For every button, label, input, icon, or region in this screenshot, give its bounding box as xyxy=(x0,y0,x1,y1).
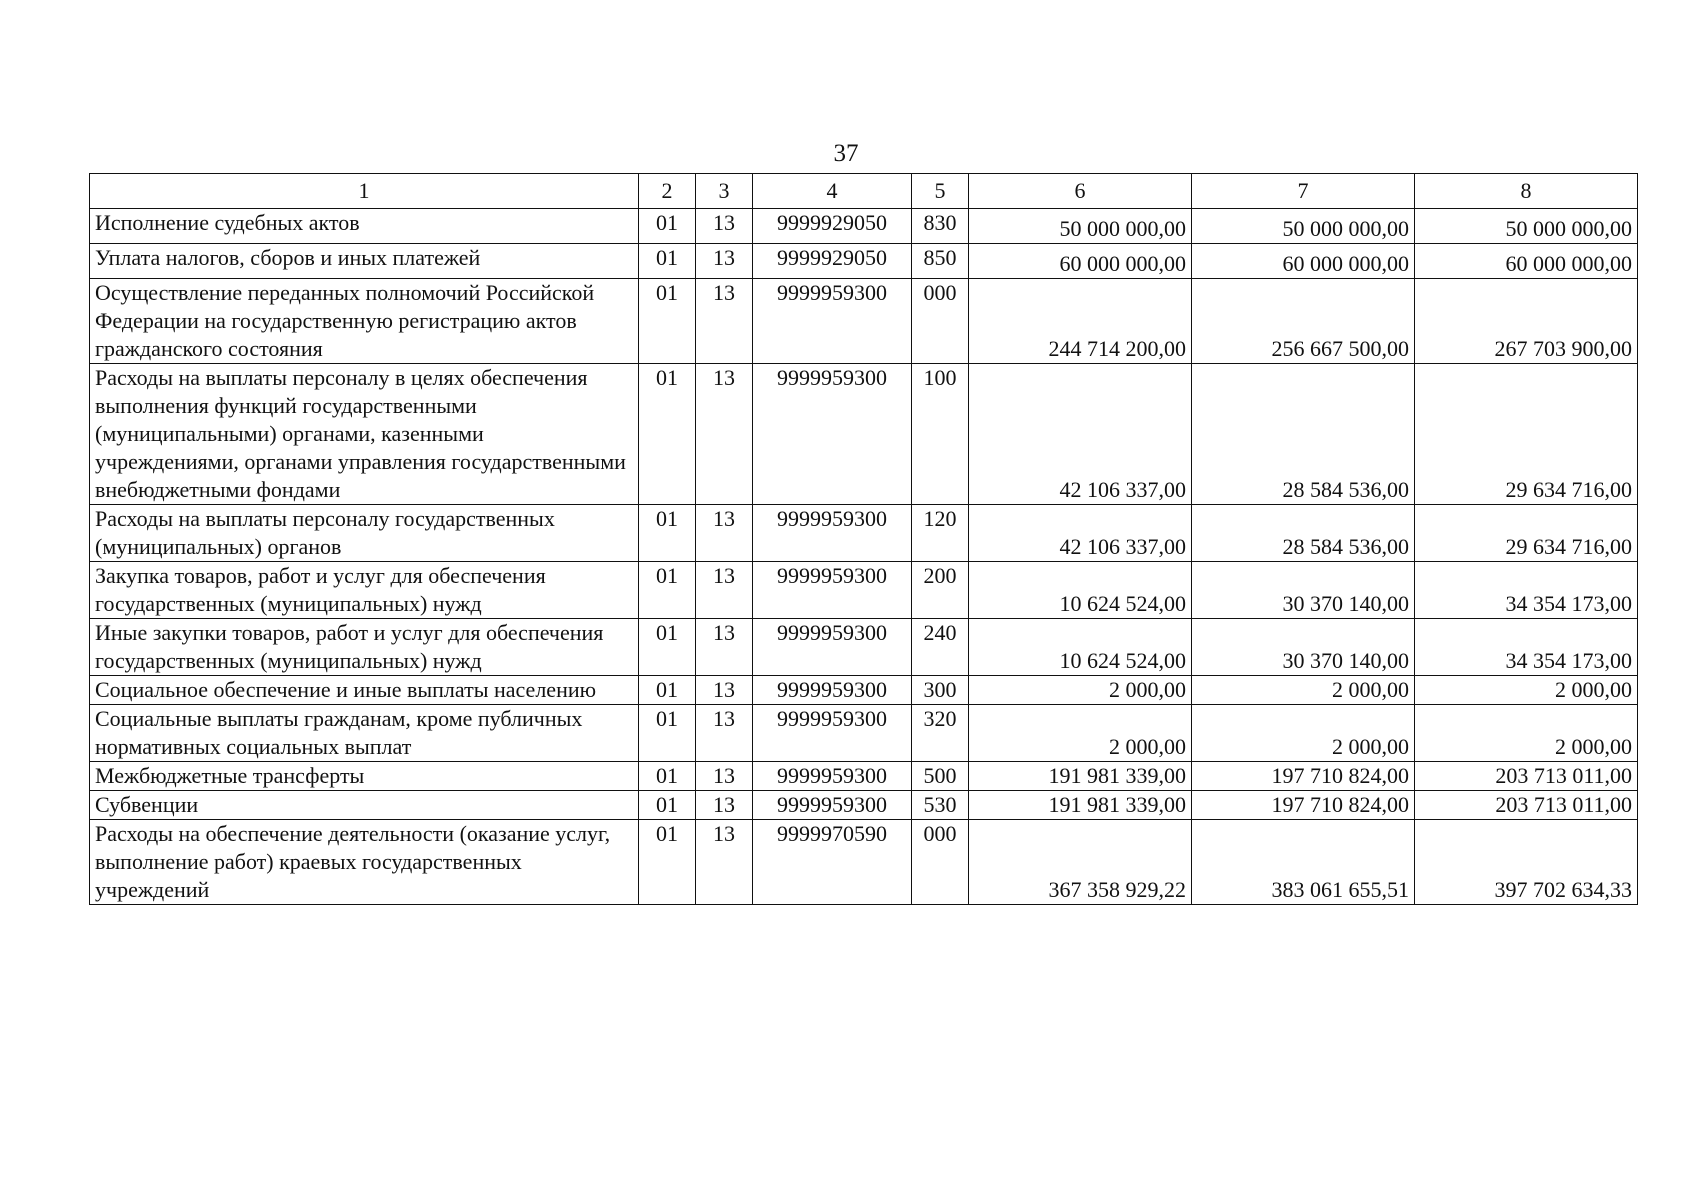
section-code-cell: 01 xyxy=(639,676,696,705)
amount-col6-cell: 10 624 524,00 xyxy=(969,562,1192,619)
amount-col7-cell: 28 584 536,00 xyxy=(1192,364,1415,505)
target-article-cell: 9999959300 xyxy=(753,791,912,820)
amount-col7-cell: 30 370 140,00 xyxy=(1192,562,1415,619)
section-code-cell: 01 xyxy=(639,791,696,820)
subsection-code-cell: 13 xyxy=(696,619,753,676)
amount-col6-cell: 42 106 337,00 xyxy=(969,364,1192,505)
section-code-cell: 01 xyxy=(639,619,696,676)
amount-col8-cell: 34 354 173,00 xyxy=(1415,562,1638,619)
table-row xyxy=(90,762,1638,791)
amount-col6-cell: 367 358 929,22 xyxy=(969,820,1192,905)
amount-col7-cell: 28 584 536,00 xyxy=(1192,505,1415,562)
target-article-cell: 9999970590 xyxy=(753,820,912,905)
amount-col8-cell: 50 000 000,00 xyxy=(1415,209,1638,244)
amount-col6-cell: 60 000 000,00 xyxy=(969,244,1192,279)
amount-col7-cell: 2 000,00 xyxy=(1192,676,1415,705)
row-name-cell: Расходы на выплаты персоналу государственных (муниципальных) органов xyxy=(90,505,639,562)
row-name-cell: Расходы на обеспечение деятельности (оказание услуг, выполнение работ) краевых государственных учреждений xyxy=(90,820,639,905)
amount-col7-cell: 30 370 140,00 xyxy=(1192,619,1415,676)
target-article-cell: 9999929050 xyxy=(753,209,912,244)
subsection-code-cell: 13 xyxy=(696,676,753,705)
amount-col8-cell: 29 634 716,00 xyxy=(1415,505,1638,562)
amount-col8-cell: 397 702 634,33 xyxy=(1415,820,1638,905)
amount-col8-cell: 203 713 011,00 xyxy=(1415,791,1638,820)
table-row xyxy=(90,676,1638,705)
amount-col6-cell: 50 000 000,00 xyxy=(969,209,1192,244)
subsection-code-cell: 13 xyxy=(696,562,753,619)
budget-table xyxy=(89,173,1638,905)
subsection-code-cell: 13 xyxy=(696,791,753,820)
header-cell: 8 xyxy=(1415,174,1638,209)
table-row xyxy=(90,505,1638,562)
target-article-cell: 9999929050 xyxy=(753,244,912,279)
table-row xyxy=(90,364,1638,505)
amount-col7-cell: 383 061 655,51 xyxy=(1192,820,1415,905)
page-number: 37 xyxy=(833,140,859,167)
amount-col7-cell: 256 667 500,00 xyxy=(1192,279,1415,364)
row-name-cell: Расходы на выплаты персоналу в целях обеспечения выполнения функций государственными (муниципальными) органами, казенными учреждениями, органами управления государственными внебюджетными фондами xyxy=(90,364,639,505)
row-name-cell: Исполнение судебных актов xyxy=(90,209,639,244)
header-cell: 4 xyxy=(753,174,912,209)
amount-col7-cell: 2 000,00 xyxy=(1192,705,1415,762)
expense-type-cell: 830 xyxy=(912,209,969,244)
amount-col8-cell: 60 000 000,00 xyxy=(1415,244,1638,279)
section-code-cell: 01 xyxy=(639,364,696,505)
amount-col7-cell: 60 000 000,00 xyxy=(1192,244,1415,279)
amount-col7-cell: 50 000 000,00 xyxy=(1192,209,1415,244)
amount-col7-cell: 197 710 824,00 xyxy=(1192,791,1415,820)
target-article-cell: 9999959300 xyxy=(753,676,912,705)
header-row xyxy=(90,174,1638,209)
subsection-code-cell: 13 xyxy=(696,364,753,505)
subsection-code-cell: 13 xyxy=(696,209,753,244)
amount-col8-cell: 34 354 173,00 xyxy=(1415,619,1638,676)
row-name-cell: Закупка товаров, работ и услуг для обеспечения государственных (муниципальных) нужд xyxy=(90,562,639,619)
section-code-cell: 01 xyxy=(639,762,696,791)
target-article-cell: 9999959300 xyxy=(753,619,912,676)
amount-col6-cell: 2 000,00 xyxy=(969,705,1192,762)
expense-type-cell: 120 xyxy=(912,505,969,562)
amount-col6-cell: 10 624 524,00 xyxy=(969,619,1192,676)
table-row xyxy=(90,244,1638,279)
target-article-cell: 9999959300 xyxy=(753,562,912,619)
section-code-cell: 01 xyxy=(639,279,696,364)
target-article-cell: 9999959300 xyxy=(753,505,912,562)
expense-type-cell: 240 xyxy=(912,619,969,676)
expense-type-cell: 850 xyxy=(912,244,969,279)
amount-col6-cell: 42 106 337,00 xyxy=(969,505,1192,562)
target-article-cell: 9999959300 xyxy=(753,279,912,364)
amount-col6-cell: 244 714 200,00 xyxy=(969,279,1192,364)
section-code-cell: 01 xyxy=(639,244,696,279)
amount-col6-cell: 191 981 339,00 xyxy=(969,791,1192,820)
amount-col6-cell: 2 000,00 xyxy=(969,676,1192,705)
expense-type-cell: 100 xyxy=(912,364,969,505)
subsection-code-cell: 13 xyxy=(696,505,753,562)
table-row xyxy=(90,820,1638,905)
amount-col6-cell: 191 981 339,00 xyxy=(969,762,1192,791)
row-name-cell: Социальное обеспечение и иные выплаты населению xyxy=(90,676,639,705)
row-name-cell: Социальные выплаты гражданам, кроме публичных нормативных социальных выплат xyxy=(90,705,639,762)
target-article-cell: 9999959300 xyxy=(753,762,912,791)
table-row xyxy=(90,562,1638,619)
amount-col8-cell: 267 703 900,00 xyxy=(1415,279,1638,364)
amount-col8-cell: 203 713 011,00 xyxy=(1415,762,1638,791)
row-name-cell: Иные закупки товаров, работ и услуг для обеспечения государственных (муниципальных) нужд xyxy=(90,619,639,676)
row-name-cell: Осуществление переданных полномочий Российской Федерации на государственную регистрацию актов гражданского состояния xyxy=(90,279,639,364)
amount-col7-cell: 197 710 824,00 xyxy=(1192,762,1415,791)
header-cell: 1 xyxy=(90,174,639,209)
table-row xyxy=(90,791,1638,820)
amount-col8-cell: 2 000,00 xyxy=(1415,705,1638,762)
amount-col8-cell: 29 634 716,00 xyxy=(1415,364,1638,505)
header-cell: 2 xyxy=(639,174,696,209)
target-article-cell: 9999959300 xyxy=(753,364,912,505)
expense-type-cell: 300 xyxy=(912,676,969,705)
table-row xyxy=(90,209,1638,244)
expense-type-cell: 200 xyxy=(912,562,969,619)
expense-type-cell: 320 xyxy=(912,705,969,762)
header-cell: 5 xyxy=(912,174,969,209)
row-name-cell: Межбюджетные трансферты xyxy=(90,762,639,791)
expense-type-cell: 000 xyxy=(912,820,969,905)
header-cell: 6 xyxy=(969,174,1192,209)
subsection-code-cell: 13 xyxy=(696,762,753,791)
expense-type-cell: 500 xyxy=(912,762,969,791)
amount-col8-cell: 2 000,00 xyxy=(1415,676,1638,705)
header-cell: 7 xyxy=(1192,174,1415,209)
table-row xyxy=(90,279,1638,364)
expense-type-cell: 000 xyxy=(912,279,969,364)
section-code-cell: 01 xyxy=(639,820,696,905)
subsection-code-cell: 13 xyxy=(696,705,753,762)
table-row xyxy=(90,705,1638,762)
subsection-code-cell: 13 xyxy=(696,820,753,905)
row-name-cell: Уплата налогов, сборов и иных платежей xyxy=(90,244,639,279)
section-code-cell: 01 xyxy=(639,505,696,562)
header-cell: 3 xyxy=(696,174,753,209)
subsection-code-cell: 13 xyxy=(696,244,753,279)
section-code-cell: 01 xyxy=(639,705,696,762)
section-code-cell: 01 xyxy=(639,209,696,244)
subsection-code-cell: 13 xyxy=(696,279,753,364)
section-code-cell: 01 xyxy=(639,562,696,619)
expense-type-cell: 530 xyxy=(912,791,969,820)
target-article-cell: 9999959300 xyxy=(753,705,912,762)
row-name-cell: Субвенции xyxy=(90,791,639,820)
table-row xyxy=(90,619,1638,676)
